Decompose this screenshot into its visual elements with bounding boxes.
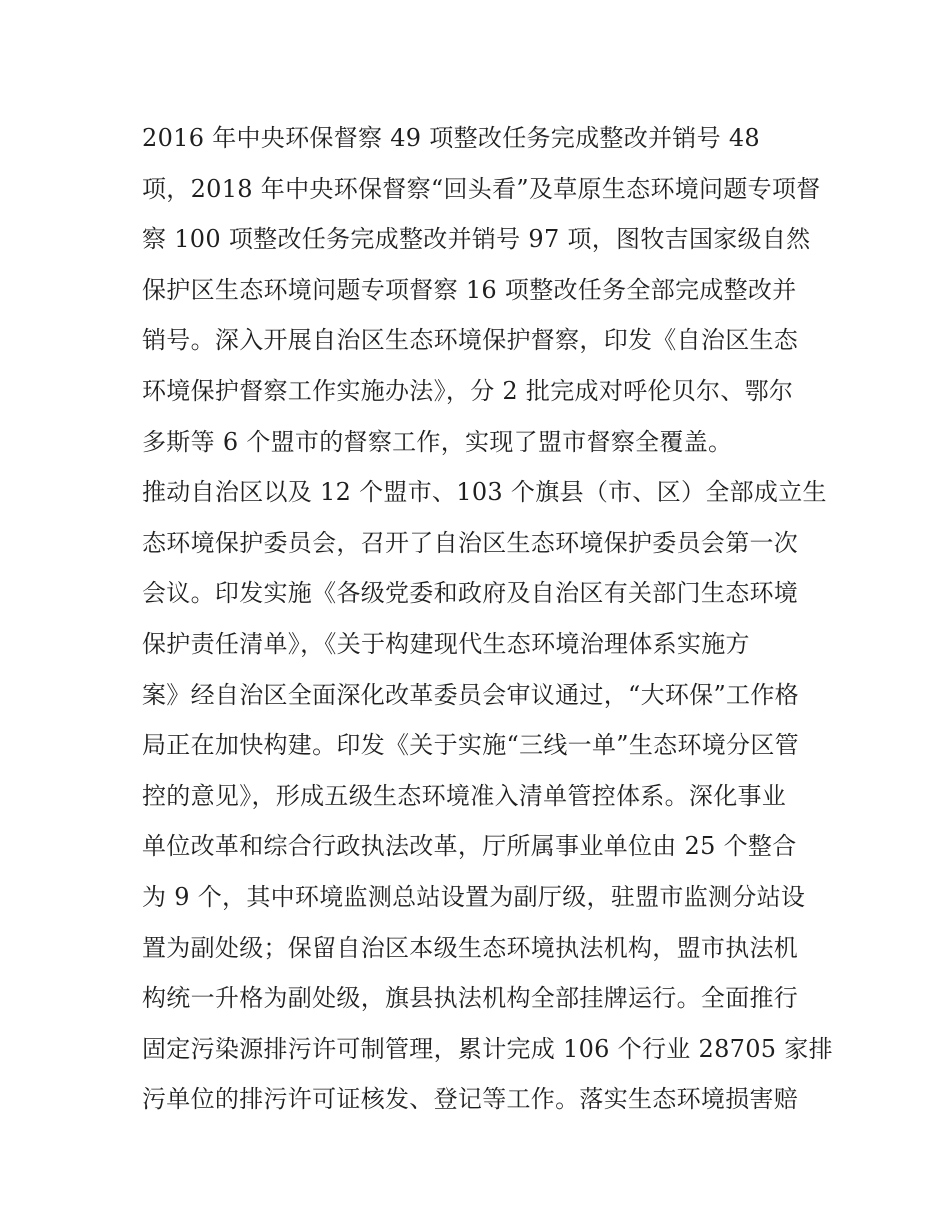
body-text xyxy=(142,113,833,1125)
text-line: 污单位的排污许可证核发、登记等工作。落实生态环境损害赔 xyxy=(142,1085,799,1114)
text-line: 为 9 个，其中环境监测总站设置为副厅级，驻盟市监测分站设 xyxy=(142,882,806,911)
text-line: 单位改革和综合行政执法改革，厅所属事业单位由 25 个整合 xyxy=(142,832,797,861)
text-line: 会议。印发实施《各级党委和政府及自治区有关部门生态环境 xyxy=(142,579,799,608)
text-line: 案》经自治区全面深化改革委员会审议通过，“大环保”工作格 xyxy=(142,680,799,709)
text-line: 局正在加快构建。印发《关于实施“三线一单”生态环境分区管 xyxy=(142,731,799,760)
text-line: 2016 年中央环保督察 49 项整改任务完成整改并销号 48 xyxy=(142,124,760,152)
text-line: 销号。深入开展自治区生态环境保护督察，印发《自治区生态 xyxy=(142,326,799,355)
text-line: 固定污染源排污许可制管理，累计完成 106 个行业 28705 家排 xyxy=(142,1034,833,1063)
text-line: 环境保护督察工作实施办法》，分 2 批完成对呼伦贝尔、鄂尔 xyxy=(142,376,794,405)
text-line: 保护责任清单》，《关于构建现代生态环境治理体系实施方 xyxy=(142,629,750,658)
text-line: 控的意见》，形成五级生态环境准入清单管控体系。深化事业 xyxy=(142,781,787,810)
text-line: 态环境保护委员会，召开了自治区生态环境保护委员会第一次 xyxy=(142,528,799,557)
text-line: 置为副处级；保留自治区本级生态环境执法机构，盟市执法机 xyxy=(142,933,799,962)
text-line: 项，2018 年中央环保督察“回头看”及草原生态环境问题专项督 xyxy=(142,174,821,203)
text-line: 多斯等 6 个盟市的督察工作，实现了盟市督察全覆盖。 xyxy=(142,427,733,456)
text-line: 保护区生态环境问题专项督察 16 项整改任务全部完成整改并 xyxy=(142,275,797,304)
text-line: 构统一升格为副处级，旗县执法机构全部挂牌运行。全面推行 xyxy=(142,984,799,1013)
text-line: 察 100 项整改任务完成整改并销号 97 项，图牧吉国家级自然 xyxy=(142,225,811,254)
text-line: 推动自治区以及 12 个盟市、103 个旗县（市、区）全部成立生 xyxy=(142,478,827,507)
